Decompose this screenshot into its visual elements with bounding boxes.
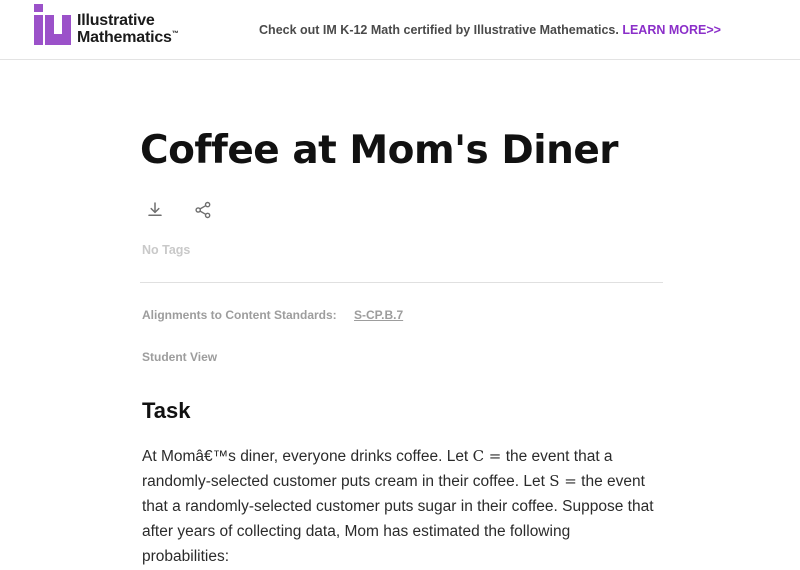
logo-line-1: Illustrative (77, 11, 155, 29)
task-heading: Task (142, 398, 191, 423)
main-content (0, 60, 800, 570)
im-logo-mark (34, 15, 71, 45)
logo-letter-i (34, 15, 43, 45)
standard-link[interactable]: S-CP.B.7 (354, 308, 404, 322)
logo-wordmark (77, 13, 179, 47)
task-text-part-1: At Momâ€™s diner, everyone drinks coffee. Let (142, 448, 473, 465)
alignments-row (140, 308, 660, 322)
section-divider (140, 282, 663, 283)
learn-more-link[interactable]: LEARN MORE>> (622, 22, 721, 37)
download-icon[interactable] (144, 199, 166, 221)
promo-banner (210, 23, 800, 37)
page-title: Coffee at Mom's Diner (140, 128, 619, 173)
math-event-s: S = (549, 472, 577, 491)
math-event-c: C = (472, 447, 502, 465)
task-text-part-2: the event that a randomly-selected customer puts cream in their coffee. Let (142, 448, 613, 491)
site-logo[interactable] (0, 13, 210, 47)
student-view-link[interactable]: Student View (142, 350, 218, 364)
logo-line-2: Mathematics (77, 28, 172, 46)
tags-label: No Tags (142, 243, 191, 257)
alignments-label: Alignments to Content Standards: (142, 308, 337, 322)
task-text-part-3: the event that a randomly-selected customer puts sugar in their coffee. Suppose that after years of collecting data, Mom has estimated the following probabilities: (142, 473, 654, 566)
logo-trademark: ™ (171, 30, 179, 38)
action-toolbar (140, 199, 660, 221)
promo-text: Check out IM K-12 Math certified by Illustrative Mathematics. (259, 22, 619, 37)
share-icon[interactable] (192, 199, 214, 221)
task-paragraph (140, 444, 660, 570)
logo-letter-m (45, 15, 71, 45)
top-bar (0, 0, 800, 60)
